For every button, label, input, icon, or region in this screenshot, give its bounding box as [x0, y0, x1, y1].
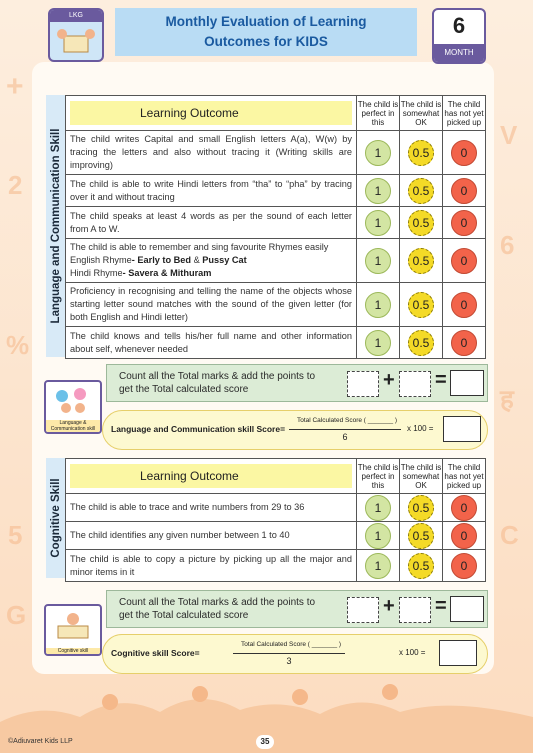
language-section-title: Language and Communication Skill [49, 128, 62, 324]
decor-letter: ह [500, 384, 514, 414]
cognitive-score-pill [102, 634, 488, 674]
score-perfect[interactable]: 1 [365, 248, 391, 274]
score-not-yet[interactable]: 0 [451, 292, 477, 318]
outcome-text: The child writes Capital and small English letters A(a), W(w) by tracing the letters and also without tracing it (Writing skills are improving) [66, 131, 357, 175]
decor-letter: C [500, 520, 519, 550]
rhyme-hindi: - Savera & Mithuram [122, 268, 212, 278]
score-ok[interactable]: 0.5 [408, 495, 434, 521]
language-fraction-numerator: Total Calculated Score ( _______ ) [296, 417, 398, 424]
rhyme-english-prefix: English Rhyme [70, 255, 132, 265]
score-ok[interactable]: 0.5 [408, 292, 434, 318]
outcome-text: The child is able to trace and write numbers from 29 to 36 [66, 494, 357, 522]
copyright-text: ©Adiuvaret Kids LLP [8, 738, 73, 745]
decor-letter: 6 [500, 230, 515, 260]
table-row [66, 327, 486, 359]
rhyme-english-1: - Early to Bed [131, 255, 192, 265]
language-outcomes-table [65, 95, 486, 359]
language-score-label: Language and Communication skill Score= [111, 424, 286, 434]
score-not-yet[interactable]: 0 [451, 495, 477, 521]
outcome-text-rhymes [66, 239, 357, 283]
title-banner [115, 8, 417, 56]
score-perfect[interactable]: 1 [365, 330, 391, 356]
score-ok[interactable]: 0.5 [408, 140, 434, 166]
not-yet-header: The child has not yet picked up [443, 96, 486, 131]
perfect-header: The child is perfect in this [357, 96, 400, 131]
rhyme-english-amp: & [191, 255, 203, 265]
kids-reading-icon [56, 26, 96, 56]
outcome-header: Learning Outcome [70, 464, 352, 488]
cognitive-score-input[interactable] [439, 640, 477, 666]
cognitive-fraction-numerator: Total Calculated Score ( _______ ) [240, 641, 342, 648]
decor-letter: 5 [8, 520, 23, 550]
language-count-text: Count all the Total marks & add the points to get the Total calculated score [119, 371, 316, 395]
cognitive-total-1-input[interactable] [347, 597, 379, 623]
equals-sign: = [435, 369, 447, 391]
language-fraction-denominator: 6 [342, 432, 348, 442]
outcome-text: The child knows and tells his/her full name and other information about self, whenever needed [66, 327, 357, 359]
page-title: Monthly Evaluation of Learning Outcomes for KIDS [165, 14, 367, 49]
score-not-yet[interactable]: 0 [451, 553, 477, 579]
cognitive-total-2-input[interactable] [399, 597, 431, 623]
outcome-text: The child is able to write Hindi letters from “tha” to “pha” by tracing over it and without tracing [66, 175, 357, 207]
table-row [66, 522, 486, 550]
language-thumb-label: Language & Communication skill [46, 420, 100, 432]
outcome-text: The child speaks at least 4 words as per the sound of each letter from A to W. [66, 207, 357, 239]
language-score-input[interactable] [443, 416, 481, 442]
score-not-yet[interactable]: 0 [451, 330, 477, 356]
kids-talking-icon [52, 386, 92, 416]
score-perfect[interactable]: 1 [365, 523, 391, 549]
outcome-header-cell [66, 96, 357, 131]
plus-sign: + [383, 595, 395, 617]
score-not-yet[interactable]: 0 [451, 140, 477, 166]
cognitive-section-title: Cognitive Skill [49, 478, 62, 558]
score-perfect[interactable]: 1 [365, 495, 391, 521]
rhyme-line-1: The child is able to remember and sing favourite Rhymes easily [70, 242, 329, 252]
table-row [66, 175, 486, 207]
month-badge [432, 8, 486, 64]
language-total-1-input[interactable] [347, 371, 379, 397]
decor-letter: % [6, 330, 30, 360]
table-row [66, 550, 486, 582]
not-yet-header: The child has not yet picked up [443, 459, 486, 494]
score-not-yet[interactable]: 0 [451, 248, 477, 274]
decor-plus: + [6, 70, 24, 103]
cognitive-count-box [106, 590, 488, 628]
score-perfect[interactable]: 1 [365, 140, 391, 166]
language-section-side [46, 95, 65, 357]
score-perfect[interactable]: 1 [365, 553, 391, 579]
perfect-header: The child is perfect in this [357, 459, 400, 494]
page-number: 35 [256, 735, 274, 749]
language-count-box [106, 364, 488, 402]
language-score-pill [102, 410, 488, 450]
child-drawing-icon [54, 610, 92, 640]
cognitive-fraction-denominator: 3 [286, 656, 292, 666]
score-ok[interactable]: 0.5 [408, 523, 434, 549]
table-row [66, 207, 486, 239]
decor-letter: G [6, 600, 27, 630]
fraction-bar [289, 429, 401, 430]
outcome-text: The child identifies any given number between 1 to 40 [66, 522, 357, 550]
cognitive-count-text: Count all the Total marks & add the points to get the Total calculated score [119, 597, 316, 621]
decor-letter: V [500, 120, 518, 150]
table-row [66, 494, 486, 522]
table-row [66, 239, 486, 283]
score-ok[interactable]: 0.5 [408, 553, 434, 579]
plus-sign: + [383, 369, 395, 391]
cognitive-multiplier: x 100 = [399, 648, 426, 657]
score-ok[interactable]: 0.5 [408, 330, 434, 356]
language-multiplier: x 100 = [407, 424, 434, 433]
cognitive-sum-input[interactable] [450, 596, 484, 622]
cognitive-thumb-label: Cognitive skill [46, 648, 100, 654]
outcome-text: The child is able to copy a picture by picking up all the major and minor items in it [66, 550, 357, 582]
score-perfect[interactable]: 1 [365, 292, 391, 318]
score-perfect[interactable]: 1 [365, 178, 391, 204]
level-badge [48, 8, 104, 62]
score-perfect[interactable]: 1 [365, 210, 391, 236]
score-ok[interactable]: 0.5 [408, 178, 434, 204]
table-row [66, 131, 486, 175]
table-row [66, 283, 486, 327]
outcome-text: Proficiency in recognising and telling the name of the objects whose starting letter sound matches with the sound of the given letter (for both English and Hindi letter) [66, 283, 357, 327]
language-skill-thumbnail [44, 380, 102, 434]
month-label: MONTH [434, 44, 484, 62]
rhyme-hindi-prefix: Hindi Rhyme [70, 268, 123, 278]
cognitive-skill-thumbnail [44, 604, 102, 656]
cognitive-score-label: Cognitive skill Score= [111, 648, 200, 658]
score-not-yet[interactable]: 0 [451, 210, 477, 236]
month-number: 6 [452, 13, 466, 38]
ok-header: The child is somewhat OK [400, 459, 443, 494]
decor-letter: 2 [8, 170, 23, 200]
ok-header: The child is somewhat OK [400, 96, 443, 131]
outcome-header-cell [66, 459, 357, 494]
outcome-header: Learning Outcome [70, 101, 352, 125]
score-not-yet[interactable]: 0 [451, 523, 477, 549]
rhyme-english-2: Pussy Cat [202, 255, 247, 265]
score-ok[interactable]: 0.5 [408, 210, 434, 236]
language-sum-input[interactable] [450, 370, 484, 396]
score-ok[interactable]: 0.5 [408, 248, 434, 274]
cognitive-section-side [46, 458, 65, 578]
language-total-2-input[interactable] [399, 371, 431, 397]
level-label: LKG [50, 10, 102, 22]
cognitive-outcomes-table [65, 458, 486, 582]
equals-sign: = [435, 595, 447, 617]
fraction-bar [233, 653, 345, 654]
score-not-yet[interactable]: 0 [451, 178, 477, 204]
